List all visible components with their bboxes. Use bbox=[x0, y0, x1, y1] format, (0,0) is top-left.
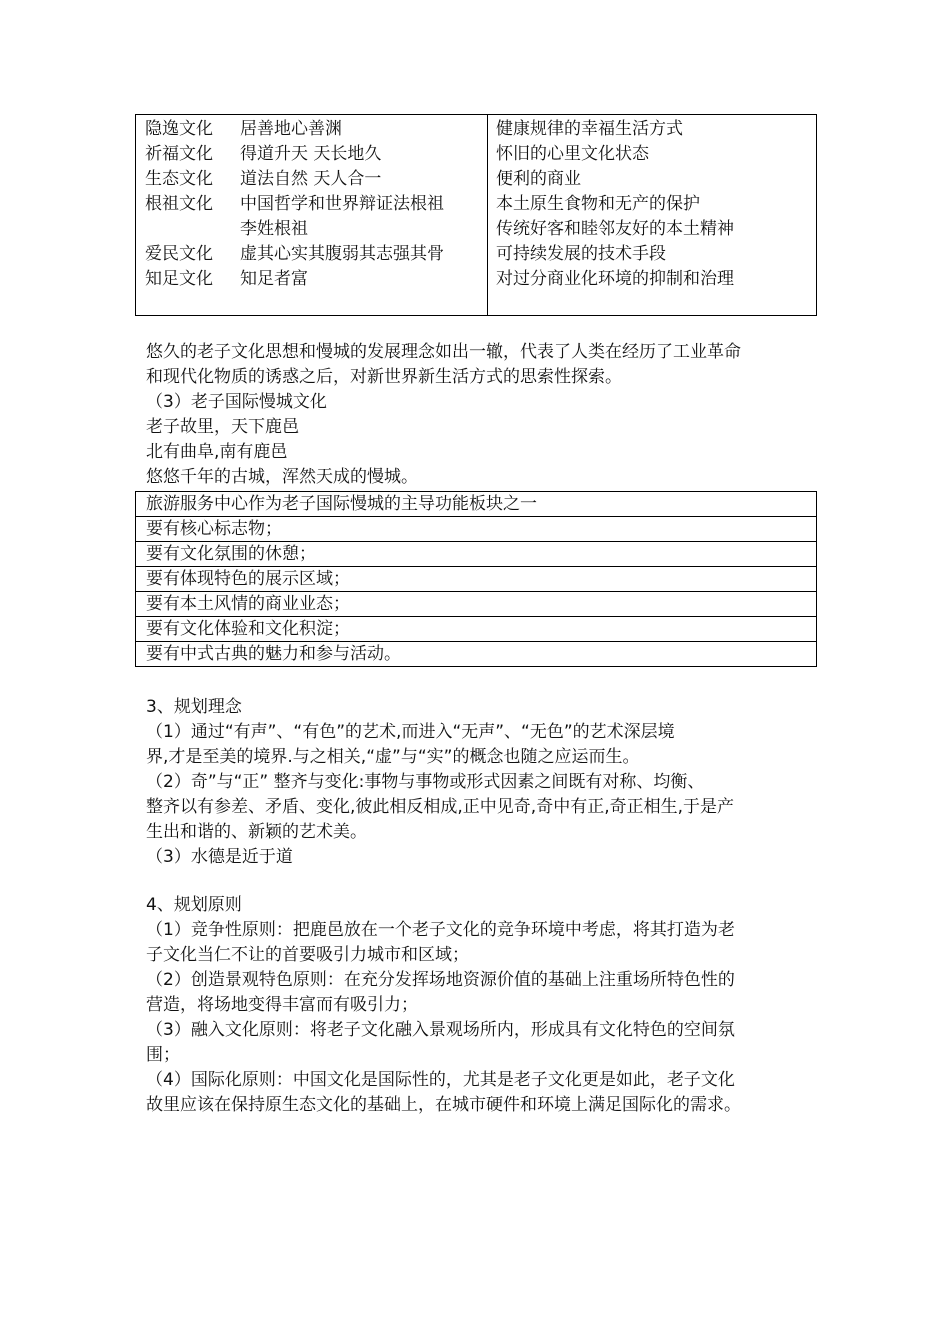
paragraph-line: （1）竞争性原则：把鹿邑放在一个老子文化的竞争环境中考虑，将其打造为老 bbox=[146, 920, 735, 940]
paragraph-line: （4）国际化原则：中国文化是国际性的，尤其是老子文化更是如此，老子文化 bbox=[146, 1070, 735, 1090]
paragraph-line: （2）奇”与“正” 整齐与变化:事物与事物或形式因素之间既有对称、均衡、 bbox=[146, 772, 705, 792]
culture-desc: 得道升天 天长地久 bbox=[240, 144, 382, 164]
table-row: 要有本土风情的商业业态； bbox=[136, 592, 816, 617]
paragraph-line: （3）融入文化原则：将老子文化融入景观场所内，形成具有文化特色的空间氛 bbox=[146, 1020, 735, 1040]
intro-paragraph bbox=[146, 340, 826, 490]
culture-name: 祈福文化 bbox=[145, 144, 213, 164]
culture-row bbox=[145, 267, 487, 292]
culture-row bbox=[145, 242, 487, 267]
paragraph-line: 生出和谐的、新颖的艺术美。 bbox=[146, 822, 367, 842]
slogan-line: 老子故里，天下鹿邑 bbox=[146, 417, 299, 437]
culture-desc: 李姓根祖 bbox=[240, 219, 308, 239]
culture-table bbox=[135, 114, 817, 316]
service-center-table bbox=[135, 491, 817, 667]
table-row: 要有文化体验和文化积淀； bbox=[136, 617, 816, 642]
culture-row bbox=[145, 117, 487, 142]
lifestyle-item: 可持续发展的技术手段 bbox=[496, 244, 666, 264]
culture-desc: 虚其心实其腹弱其志强其骨 bbox=[240, 244, 444, 264]
slogan-line: 北有曲阜,南有鹿邑 bbox=[146, 442, 288, 462]
section-title: 3、规划理念 bbox=[146, 697, 242, 717]
culture-name: 知足文化 bbox=[145, 269, 213, 289]
section-heading: （3）老子国际慢城文化 bbox=[146, 392, 327, 412]
lifestyle-item: 便利的商业 bbox=[496, 169, 581, 189]
table-row: 要有体现特色的展示区域； bbox=[136, 567, 816, 592]
paragraph-line: 营造，将场地变得丰富而有吸引力； bbox=[146, 995, 418, 1015]
culture-name: 根祖文化 bbox=[145, 194, 213, 214]
table-row: 要有核心标志物； bbox=[136, 517, 816, 542]
culture-row bbox=[145, 192, 487, 217]
culture-desc: 居善地心善渊 bbox=[240, 119, 342, 139]
culture-row bbox=[145, 142, 487, 167]
culture-name bbox=[145, 217, 240, 242]
table-row: 旅游服务中心作为老子国际慢城的主导功能板块之一 bbox=[136, 492, 816, 517]
lifestyle-item: 怀旧的心里文化状态 bbox=[496, 144, 649, 164]
paragraph-line: （3）水德是近于道 bbox=[146, 847, 293, 867]
table-row: 要有文化氛围的休憩； bbox=[136, 542, 816, 567]
paragraph-line: 和现代化物质的诱惑之后，对新世界新生活方式的思索性探索。 bbox=[146, 367, 622, 387]
section-title: 4、规划原则 bbox=[146, 895, 242, 915]
paragraph-line: （1）通过“有声”、“有色”的艺术,而进入“无声”、“无色”的艺术深层境 bbox=[146, 722, 675, 742]
culture-name: 隐逸文化 bbox=[145, 119, 213, 139]
paragraph-line: 子文化当仁不让的首要吸引力城市和区域； bbox=[146, 945, 469, 965]
lifestyle-item: 传统好客和睦邻友好的本土精神 bbox=[496, 219, 734, 239]
culture-desc: 知足者富 bbox=[240, 269, 308, 289]
planning-concept-section bbox=[146, 695, 826, 870]
slogan-line: 悠悠千年的古城，浑然天成的慢城。 bbox=[146, 467, 418, 487]
lifestyle-item: 本土原生食物和无产的保护 bbox=[496, 194, 700, 214]
paragraph-line: 围； bbox=[146, 1045, 180, 1065]
paragraph-line: 悠久的老子文化思想和慢城的发展理念如出一辙，代表了人类在经历了工业革命 bbox=[146, 342, 741, 362]
culture-name: 爱民文化 bbox=[145, 244, 213, 264]
culture-desc: 中国哲学和世界辩证法根祖 bbox=[240, 194, 444, 214]
paragraph-line: 界,才是至美的境界.与之相关,“虚”与“实”的概念也随之应运而生。 bbox=[146, 747, 640, 767]
table-row: 要有中式古典的魅力和参与活动。 bbox=[136, 642, 816, 667]
culture-table-right-column bbox=[488, 115, 816, 315]
paragraph-line: 整齐以有参差、矛盾、变化,彼此相反相成,正中见奇,奇中有正,奇正相生,于是产 bbox=[146, 797, 735, 817]
lifestyle-item: 健康规律的幸福生活方式 bbox=[496, 119, 683, 139]
paragraph-line: （2）创造景观特色原则：在充分发挥场地资源价值的基础上注重场所特色性的 bbox=[146, 970, 735, 990]
culture-table-left-column bbox=[136, 115, 488, 315]
culture-desc: 道法自然 天人合一 bbox=[240, 169, 382, 189]
culture-row bbox=[145, 167, 487, 192]
lifestyle-item: 对过分商业化环境的抑制和治理 bbox=[496, 269, 734, 289]
planning-principles-section bbox=[146, 893, 826, 1118]
culture-row bbox=[145, 217, 487, 242]
paragraph-line: 故里应该在保持原生态文化的基础上，在城市硬件和环境上满足国际化的需求。 bbox=[146, 1095, 741, 1115]
culture-name: 生态文化 bbox=[145, 169, 213, 189]
